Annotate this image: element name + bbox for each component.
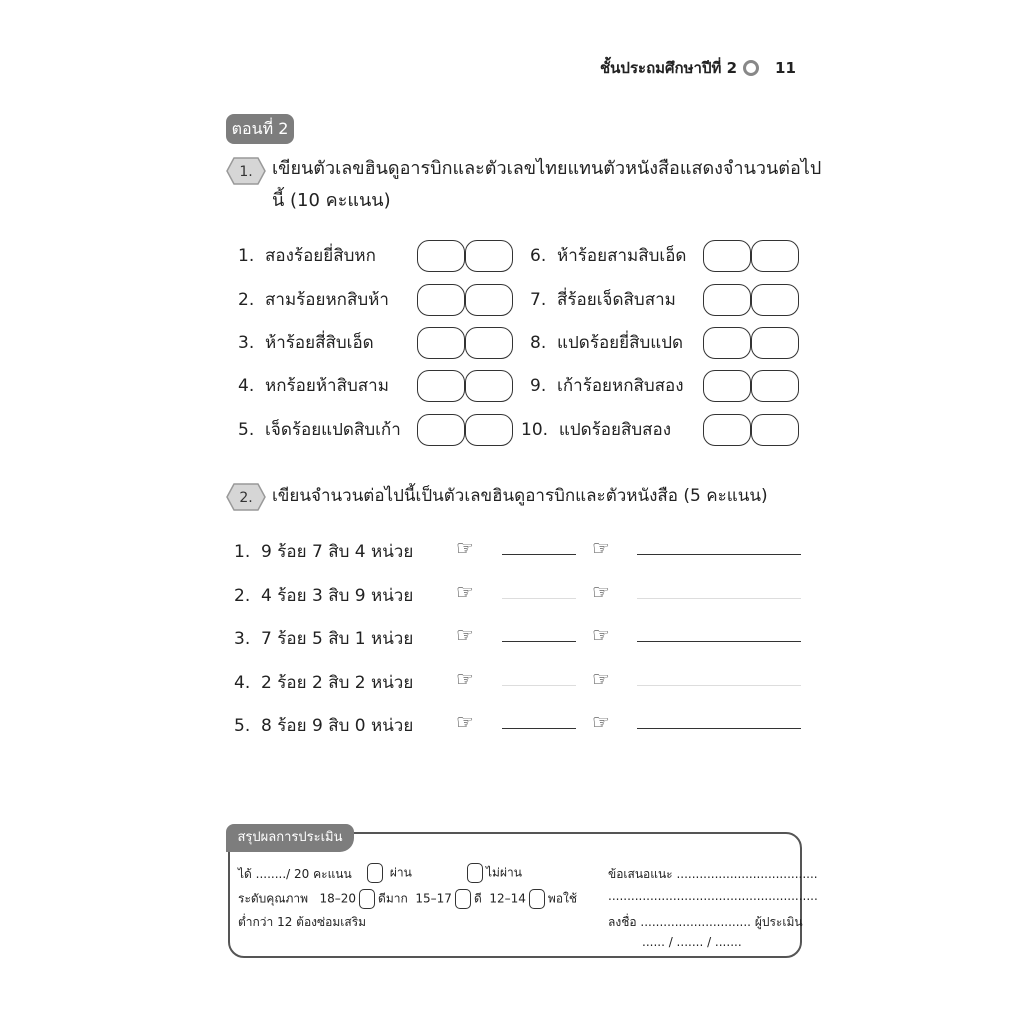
q1-item-5: 5. เจ็ดร้อยแปดสิบเก้า	[238, 420, 401, 440]
fail-checkbox[interactable]	[467, 863, 483, 883]
page-header	[600, 56, 810, 80]
q2-item-2: 2. 4 ร้อย 3 สิบ 9 หน่วย	[234, 586, 414, 606]
answer-box[interactable]	[703, 370, 751, 402]
pointing-hand-icon: ☞	[592, 710, 610, 734]
pass-option[interactable]: ผ่าน	[364, 863, 412, 883]
q1-item-2: 2. สามร้อยหกสิบห้า	[238, 290, 389, 310]
answer-boxes-1[interactable]	[417, 240, 513, 272]
good-checkbox[interactable]	[455, 889, 471, 909]
signature-field[interactable]: ลงชื่อ ............................. ผู้ประเมิน	[608, 915, 803, 929]
pass-checkbox[interactable]	[367, 863, 383, 883]
grade-title: ชั้นประถมศึกษาปีที่ 2	[600, 59, 738, 77]
answer-box[interactable]	[751, 284, 799, 316]
q2-item-4: 4. 2 ร้อย 2 สิบ 2 หน่วย	[234, 673, 414, 693]
circle-icon	[743, 60, 759, 76]
answer-boxes-2[interactable]	[417, 284, 513, 316]
answer-box[interactable]	[465, 284, 513, 316]
q1-item-9: 9. เก้าร้อยหกสิบสอง	[530, 376, 684, 396]
pointing-hand-icon: ☞	[592, 580, 610, 604]
page-number: 11	[775, 59, 796, 77]
score-text: ได้ ......../ 20 คะแนน	[238, 867, 352, 881]
section-tag: ตอนที่ 2	[226, 114, 294, 144]
answer-boxes-7[interactable]	[703, 284, 799, 316]
quality-level-row: ระดับคุณภาพ 18–20 ดีมาก 15–17 ดี 12–14 พอใช้	[238, 889, 577, 909]
suggestion-field-line2[interactable]: .......................................................	[608, 889, 818, 903]
answer-box[interactable]	[465, 370, 513, 402]
q2-item-1: 1. 9 ร้อย 7 สิบ 4 หน่วย	[234, 542, 414, 562]
answer-box[interactable]	[417, 284, 465, 316]
answer-box[interactable]	[417, 370, 465, 402]
q2-item-5: 5. 8 ร้อย 9 สิบ 0 หน่วย	[234, 716, 414, 736]
q1-item-6: 6. ห้าร้อยสามสิบเอ็ด	[530, 246, 687, 266]
answer-box[interactable]	[751, 240, 799, 272]
answer-box[interactable]	[751, 414, 799, 446]
answer-boxes-8[interactable]	[703, 327, 799, 359]
answer-box[interactable]	[465, 327, 513, 359]
fair-checkbox[interactable]	[529, 889, 545, 909]
answer-box[interactable]	[703, 327, 751, 359]
date-field[interactable]: ...... / ....... / .......	[642, 935, 742, 949]
answer-box[interactable]	[417, 414, 465, 446]
answer-line-number[interactable]	[502, 554, 576, 555]
pointing-hand-icon: ☞	[456, 580, 474, 604]
fail-option[interactable]: ไม่ผ่าน	[464, 863, 522, 883]
assessment-summary-tag: สรุปผลการประเมิน	[226, 824, 354, 852]
pointing-hand-icon: ☞	[456, 710, 474, 734]
answer-box[interactable]	[465, 414, 513, 446]
answer-boxes-3[interactable]	[417, 327, 513, 359]
answer-box[interactable]	[465, 240, 513, 272]
answer-boxes-9[interactable]	[703, 370, 799, 402]
pointing-hand-icon: ☞	[456, 667, 474, 691]
answer-boxes-10[interactable]	[703, 414, 799, 446]
q1-item-3: 3. ห้าร้อยสี่สิบเอ็ด	[238, 333, 374, 353]
question-2-text: เขียนจำนวนต่อไปนี้เป็นตัวเลขฮินดูอารบิกและตัวหนังสือ (5 คะแนน)	[272, 486, 768, 506]
question-1-text-cont: นี้ (10 คะแนน)	[272, 190, 391, 211]
pointing-hand-icon: ☞	[592, 536, 610, 560]
question-2-badge-icon	[226, 482, 266, 512]
pointing-hand-icon: ☞	[456, 536, 474, 560]
answer-line-words[interactable]	[637, 554, 801, 555]
q2-item-3: 3. 7 ร้อย 5 สิบ 1 หน่วย	[234, 629, 414, 649]
answer-line-words[interactable]	[637, 598, 801, 599]
answer-boxes-6[interactable]	[703, 240, 799, 272]
answer-line-number[interactable]	[502, 728, 576, 729]
answer-box[interactable]	[751, 327, 799, 359]
answer-line-number[interactable]	[502, 685, 576, 686]
answer-line-words[interactable]	[637, 685, 801, 686]
answer-line-number[interactable]	[502, 641, 576, 642]
answer-box[interactable]	[417, 240, 465, 272]
suggestion-field[interactable]: ข้อเสนอแนะ .....................................	[608, 867, 818, 881]
very-good-checkbox[interactable]	[359, 889, 375, 909]
question-1-number: 1.	[239, 164, 253, 180]
pointing-hand-icon: ☞	[592, 623, 610, 647]
answer-box[interactable]	[417, 327, 465, 359]
pointing-hand-icon: ☞	[592, 667, 610, 691]
pointing-hand-icon: ☞	[456, 623, 474, 647]
question-1-text: เขียนตัวเลขฮินดูอารบิกและตัวเลขไทยแทนตัวหนังสือแสดงจำนวนต่อไป	[272, 158, 822, 179]
below-threshold-text: ต่ำกว่า 12 ต้องซ่อมเสริม	[238, 915, 367, 929]
answer-box[interactable]	[703, 240, 751, 272]
answer-box[interactable]	[703, 284, 751, 316]
answer-line-words[interactable]	[637, 728, 801, 729]
q1-item-1: 1. สองร้อยยี่สิบหก	[238, 246, 376, 266]
question-1-badge-icon	[226, 156, 266, 186]
question-2-number: 2.	[239, 490, 253, 506]
answer-line-words[interactable]	[637, 641, 801, 642]
answer-box[interactable]	[703, 414, 751, 446]
answer-boxes-5[interactable]	[417, 414, 513, 446]
q1-item-7: 7. สี่ร้อยเจ็ดสิบสาม	[530, 290, 676, 310]
q1-item-8: 8. แปดร้อยยี่สิบแปด	[530, 333, 684, 353]
q1-item-4: 4. หกร้อยห้าสิบสาม	[238, 376, 389, 396]
answer-boxes-4[interactable]	[417, 370, 513, 402]
answer-line-number[interactable]	[502, 598, 576, 599]
answer-box[interactable]	[751, 370, 799, 402]
q1-item-10: 10. แปดร้อยสิบสอง	[521, 420, 672, 440]
